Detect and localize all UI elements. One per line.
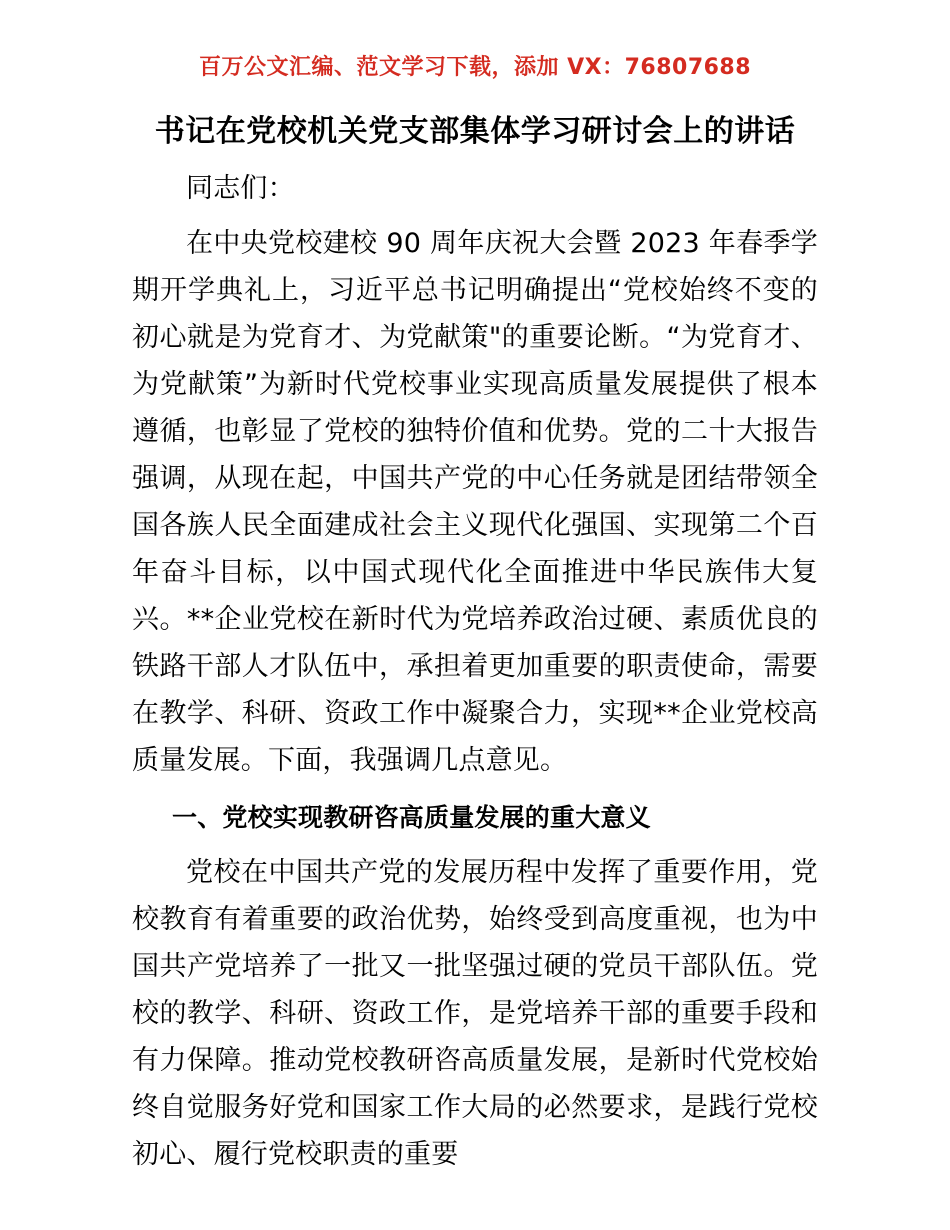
intro-paragraph: 在中央党校建校 90 周年庆祝大会暨 2023 年春季学期开学典礼上，习近平总书记明确提出“党校始终不变的初心就是为党育才、为党献策"的重要论断。“为党育才、为党献策”为新时代党校事业实现高质量发展提供了根本遵循，也彰显了党校的独特价值和优势。党的二十大报告强调，从现在起，中国共产党的中心任务就是团结带领全国各族人民全面建成社会主义现代化强国、实现第二个百年奋斗目标，以中国式现代化全面推进中华民族伟大复兴。**企业党校在新时代为党培养政治过硬、素质优良的铁路干部人才队伍中，承担着更加重要的职责使命，需要在教学、科研、资政工作中凝聚合力，实现**企业党校高质量发展。下面，我强调几点意见。 [132, 228, 818, 776]
salutation: 同志们： [186, 173, 295, 204]
promo-banner-text: 百万公文汇编、范文学习下载，添加 VX：76807688 [198, 55, 752, 80]
page-title: 书记在党校机关党支部集体学习研讨会上的讲话 [154, 114, 796, 149]
section-1-paragraph: 党校在中国共产党的发展历程中发挥了重要作用，党校教育有着重要的政治优势，始终受到高度重视，也为中国共产党培养了一批又一批坚强过硬的党员干部队伍。党校的教学、科研、资政工作，是党培养干部的重要手段和有力保障。推动党校教研咨高质量发展，是新时代党校始终自觉服务好党和国家工作大局的必然要求，是践行党校初心、履行党校职责的重要 [132, 857, 818, 1170]
document-body-column [132, 108, 818, 1170]
section-1-body-clip [132, 841, 818, 1170]
section-heading-1: 一、党校实现教研咨高质量发展的重大意义 [172, 803, 651, 832]
